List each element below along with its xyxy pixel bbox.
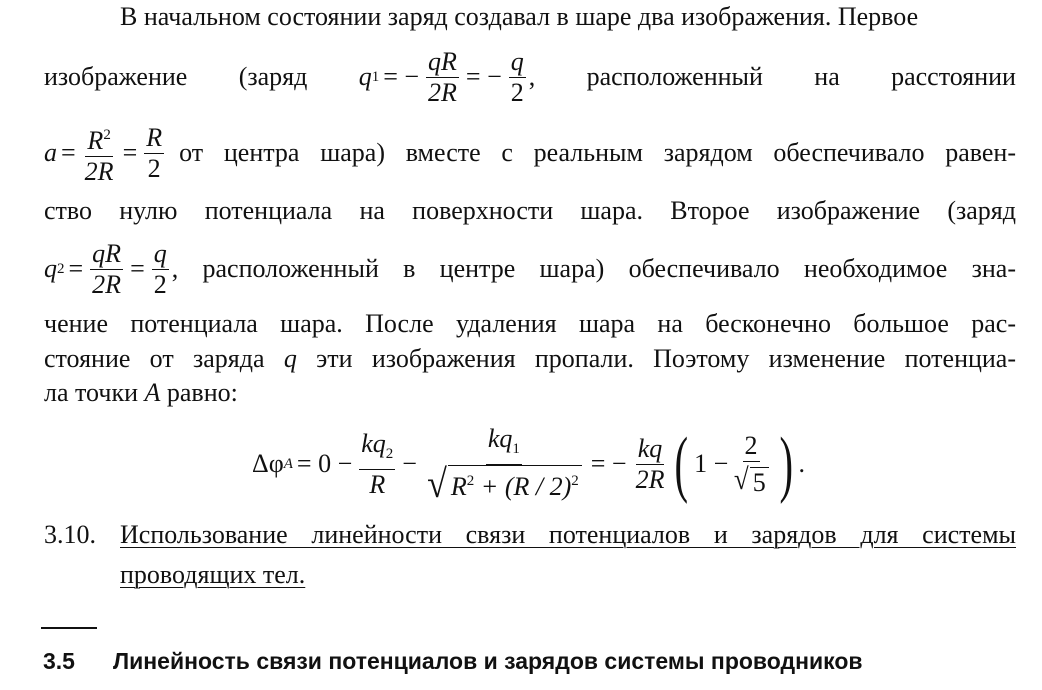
text: (заряд — [238, 62, 308, 91]
text: ство нулю потенциала на поверхности шара. Второе изображение (заряд — [44, 196, 1016, 225]
section-title: Линейность связи потенциалов и зарядов системы проводников — [113, 648, 863, 674]
fraction: $\frac{q}{2}$ — [510, 46, 524, 107]
list-item-3-10-line-2 — [120, 560, 305, 590]
fraction: $\frac{q}{2}$ — [153, 238, 167, 299]
paragraph-line-6 — [44, 309, 1016, 339]
fraction: $\frac{qR}{2R}$ — [428, 46, 457, 107]
text: расстоянии — [891, 62, 1016, 91]
item-text-line-1: Использование линейности связи потенциалов и зарядов для системы — [120, 520, 1016, 549]
paragraph-line-4 — [44, 196, 1016, 226]
paragraph-line-1 — [120, 2, 1016, 32]
text: расположенный — [586, 62, 763, 91]
fraction: $\frac{kq_2}{R}$ — [361, 428, 394, 499]
text: В начальном состоянии заряд создавал в шаре два изображения. Первое — [120, 2, 919, 31]
item-text-line-2: проводящих тел. — [120, 560, 306, 589]
text: , расположенный в центре шара) обеспечивало необходимое зна- — [171, 254, 1016, 283]
paragraph-line-3 — [44, 118, 1016, 188]
paragraph-line-8: ла точки A равно: — [44, 378, 238, 407]
text: изображение — [44, 62, 188, 91]
text: от центра шара) вместе с реальным зарядом обеспечивало равен- — [179, 138, 1016, 167]
fraction: $\frac{R}{2}$ — [146, 122, 163, 183]
fraction: $kq_1$ √ $R^2 + (R / 2)^2$ — [424, 424, 584, 504]
paragraph-line-5 — [44, 236, 1016, 302]
formula-delta-phi: Δφ A = 0 − $\frac{kq_2}{R}$ − $kq_1$ √ $R^2 + (R / 2)^2$ = − $\frac{kq}{2R}$ ( 1 − 2 √ 5 ) . — [252, 423, 805, 506]
text: чение потенциала шара. После удаления шара на бесконечно большое рас- — [44, 309, 1016, 338]
section-number: 3.5 — [43, 648, 75, 674]
fraction: $\frac{kq}{2R}$ — [635, 433, 665, 494]
fraction: 2 √ 5 — [731, 431, 770, 498]
fraction: $\frac{qR}{2R}$ — [92, 238, 122, 299]
text: на — [814, 62, 840, 91]
formula-q1: q 1 = − $\frac{qR}{2R}$ = − $\frac{q}{2}$ , — [358, 46, 536, 107]
paragraph-line-2 — [44, 45, 1016, 109]
paragraph-line-7: стояние от заряда q эти изображения пропали. Поэтому изменение потенциа- — [44, 344, 1017, 373]
fraction: $\frac{R^2}{2R}$ — [83, 120, 116, 187]
sqrt: √ $R^2 + (R / 2)^2$ — [426, 465, 582, 502]
formula-q2: q 2 = $\frac{qR}{2R}$ = $\frac{q}{2}$ — [44, 238, 167, 299]
section-heading — [43, 646, 863, 676]
section-rule — [41, 627, 97, 629]
item-number: 3.10. — [44, 520, 96, 549]
formula-a: a = $\frac{R^2}{2R}$ = $\frac{R}{2}$ — [44, 120, 167, 187]
